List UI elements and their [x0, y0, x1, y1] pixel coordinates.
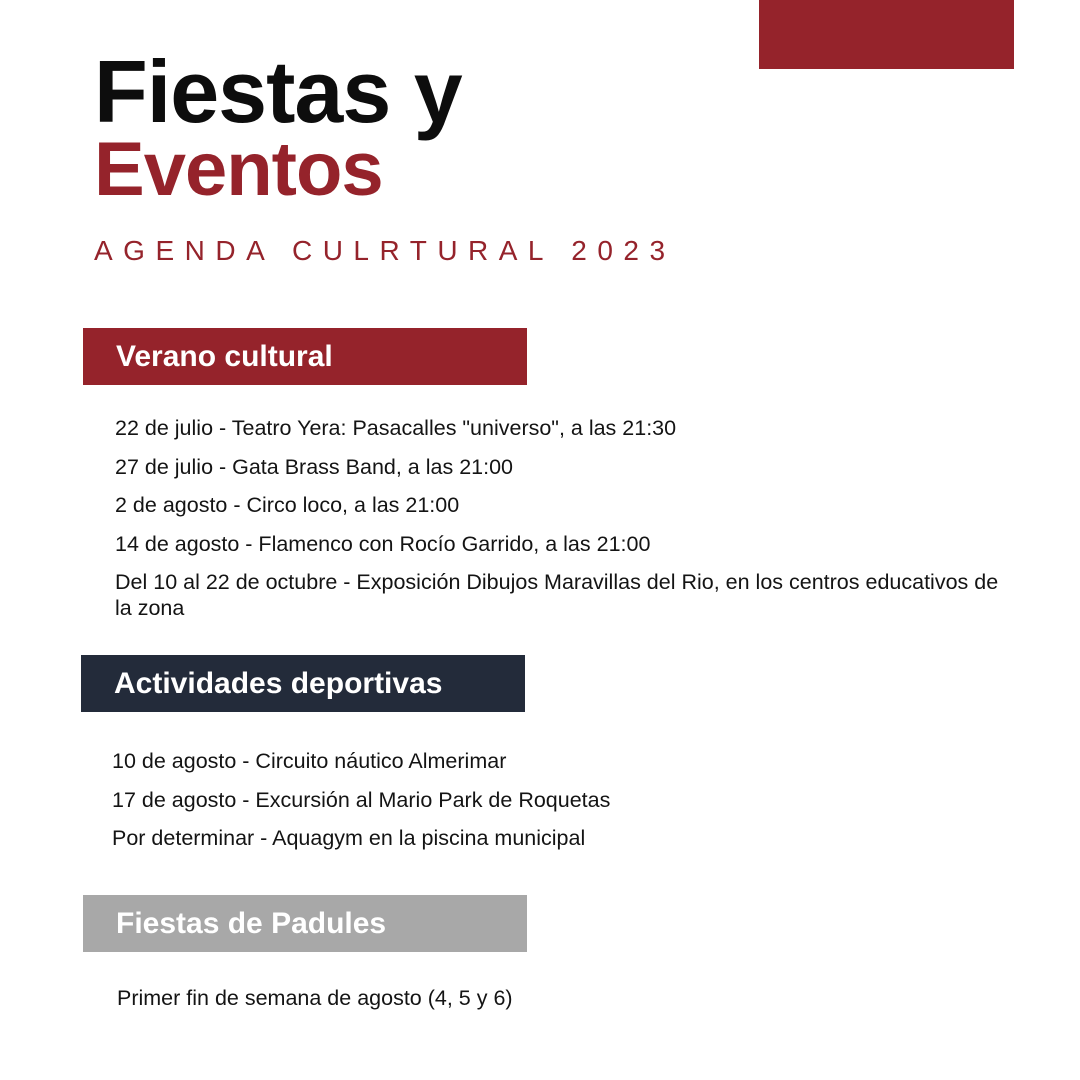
event-item: 14 de agosto - Flamenco con Rocío Garrido, a las 21:00	[115, 531, 651, 556]
page-title-line1: Fiestas y	[94, 42, 462, 141]
event-list-actividades-deportivas	[112, 748, 1012, 864]
event-item: 22 de julio - Teatro Yera: Pasacalles "universo", a las 21:30	[115, 416, 677, 440]
page-subtitle: AGENDA CULRTURAL 2023	[94, 235, 676, 266]
event-item: 27 de julio - Gata Brass Band, a las 21:00	[115, 454, 513, 479]
section-header-fiestas-de-padules: Fiestas de Padules	[83, 895, 527, 952]
event-item: 2 de agosto - Circo loco, a las 21:00	[115, 493, 460, 517]
event-list-fiestas-de-padules	[117, 985, 1017, 1024]
event-list-verano-cultural	[115, 415, 1015, 634]
event-item: Del 10 al 22 de octubre - Exposición Dibujos Maravillas del Rio, en los centros educativos de la zona	[115, 570, 999, 620]
event-item: Primer fin de semana de agosto (4, 5 y 6)	[117, 986, 513, 1010]
event-item: Por determinar - Aquagym en la piscina municipal	[112, 826, 586, 850]
event-item: 17 de agosto - Excursión al Mario Park de Roquetas	[112, 787, 611, 812]
page-title-line2: Eventos	[94, 127, 383, 212]
corner-accent-bar	[759, 0, 1014, 69]
section-header-actividades-deportivas: Actividades deportivas	[81, 655, 525, 712]
section-header-verano-cultural: Verano cultural	[83, 328, 527, 385]
event-item: 10 de agosto - Circuito náutico Almerimar	[112, 749, 507, 773]
